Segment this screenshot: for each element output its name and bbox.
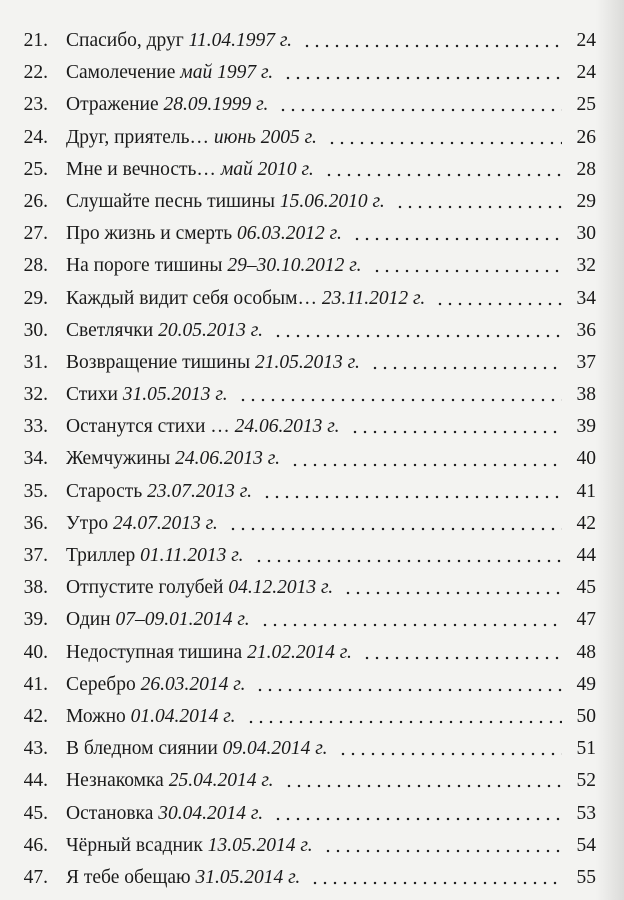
toc-entry-page: 49 [576,673,596,695]
dot-leader [323,849,562,853]
toc-entry[interactable] [0,508,624,540]
toc-entry-date: 26.03.2014 г. [140,673,246,695]
toc-entry[interactable] [0,862,624,894]
toc-entry[interactable] [0,315,624,347]
toc-entry-date: 21.05.2013 г. [254,351,360,373]
toc-entry-title: Жемчужины [66,448,176,470]
toc-entry[interactable] [0,798,624,830]
toc-entry-title: Остановка [66,802,159,824]
toc-entry-number: 47. [23,866,48,888]
toc-entry[interactable] [0,572,624,604]
toc-entry-number: 30. [23,319,48,341]
toc-entry-date: май 1997 г. [180,62,274,84]
toc-entry-date: 24.06.2013 г. [175,448,280,470]
toc-entry[interactable] [0,733,624,765]
toc-entry-date: 29–30.10.2012 г. [227,255,362,277]
dot-leader [273,817,562,821]
toc-entry-title: Чёрный всадник [66,834,208,856]
dot-leader [290,463,562,467]
toc-entry-page: 26 [576,126,596,148]
toc-entry[interactable] [0,476,624,508]
toc-entry-title: Друг, приятель… [66,126,214,148]
toc-entry-number: 34. [23,448,48,470]
toc-entry-title: Слушайте песнь тишины [66,190,280,212]
toc-entry-number: 37. [23,545,48,566]
toc-entry-number: 35. [23,480,48,502]
toc-entry-title: Мне и вечность… [66,158,221,180]
toc-entry-date: 04.12.2013 г. [228,577,334,599]
toc-entry[interactable] [0,89,624,121]
toc-entry-title: Триллер [66,545,141,566]
toc-entry-date: 24.06.2013 г. [234,416,340,438]
toc-entry-date: 21.02.2014 г. [247,641,352,663]
toc-entry-number: 38. [23,577,48,599]
toc-entry-title: Незнакомка [66,770,169,792]
toc-entry-page: 39 [576,416,596,438]
toc-entry-number: 23. [23,94,48,116]
toc-entry-number: 44. [23,770,48,792]
dot-leader [435,302,562,306]
dot-leader [260,623,562,627]
toc-entry-title: Утро [66,512,113,534]
toc-entry-date: 01.04.2014 г. [130,705,236,727]
toc-entry-date: 25.04.2014 г. [168,770,274,792]
toc-entry-page: 25 [576,94,596,116]
toc-entry[interactable] [0,250,624,282]
toc-entry-page: 41 [576,480,596,502]
toc-entry-date: 06.03.2012 г. [237,223,342,245]
dot-leader [324,173,562,177]
toc-entry-title: Серебро [66,673,141,695]
dot-leader [262,495,562,499]
toc-entry-title: Отпустите голубей [66,577,229,599]
toc-entry-date: 09.04.2014 г. [222,738,328,760]
toc-entry-page: 34 [576,287,596,309]
toc-entry[interactable] [0,57,624,89]
toc-entry-title: Каждый видит себя особым… [66,287,322,309]
toc-entry[interactable] [0,379,624,411]
toc-entry-page: 55 [576,866,596,888]
toc-entry-title: Возвращение тишины [66,351,255,373]
toc-entry-page: 42 [576,512,596,534]
toc-entry[interactable] [0,701,624,733]
dot-leader [255,688,562,692]
dot-leader [370,366,562,370]
toc-entry-page: 28 [576,158,596,180]
toc-entry[interactable] [0,347,624,379]
dot-leader [302,44,562,48]
toc-entry-title: Можно [66,705,131,727]
toc-entry[interactable] [0,540,624,572]
toc-entry-date: 01.11.2013 г. [140,545,244,566]
toc-entry[interactable] [0,283,624,315]
toc-entry[interactable] [0,830,624,862]
toc-entry-page: 40 [576,448,596,470]
toc-entry-number: 41. [23,673,48,695]
toc-entry-page: 24 [576,30,596,51]
toc-entry-date: 07–09.01.2014 г. [115,609,250,631]
toc-entry[interactable] [0,604,624,636]
toc-entry-date: 28.09.1999 г. [163,94,269,116]
dot-leader [310,881,562,885]
toc-entry[interactable] [0,443,624,475]
toc-entry-page: 50 [576,705,596,727]
toc-entry-page: 45 [576,577,596,599]
dot-leader [343,591,562,595]
toc-entry-title: Один [66,609,116,631]
toc-entry-page: 38 [576,384,596,406]
toc-entry-date: 23.11.2012 г. [321,287,426,309]
dot-leader [238,398,562,402]
toc-entry-number: 45. [23,802,48,824]
toc-entry-date: 23.07.2013 г. [147,480,252,502]
toc-entry-title: Отражение [66,94,164,116]
toc-entry[interactable] [0,411,624,443]
toc-entry-title: Я тебе обещаю [66,866,196,888]
toc-entry-page: 52 [576,770,596,792]
toc-entry-date: май 2010 г. [220,158,314,180]
dot-leader [350,430,562,434]
toc-entry-date: 15.06.2010 г. [279,190,385,212]
toc-entry-number: 31. [23,351,48,373]
toc-entry-title: Про жизнь и смерть [66,223,238,245]
toc-entry-date: 20.05.2013 г. [158,319,263,341]
dot-leader [395,205,562,209]
toc-entry-number: 46. [23,834,48,856]
toc-entry-page: 29 [576,190,596,212]
toc-entry-date: 11.04.1997 г. [188,30,293,51]
toc-entry-page: 44 [576,545,596,566]
toc-entry-page: 47 [576,609,596,631]
toc-entry-date: 24.07.2013 г. [112,512,218,534]
toc-entry-page: 53 [576,802,596,824]
dot-leader [352,237,562,241]
toc-entry[interactable] [0,669,624,701]
toc-entry-number: 28. [23,255,48,277]
dot-leader [362,656,562,660]
toc-entry-number: 21. [23,30,48,51]
toc-entry-page: 24 [576,62,596,84]
dot-leader [283,76,562,80]
dot-leader [254,559,562,563]
dot-leader [278,108,562,112]
toc-entry-date: 30.04.2014 г. [158,802,264,824]
toc-entry[interactable] [0,637,624,669]
toc-entry[interactable] [0,765,624,797]
toc-entry[interactable] [0,186,624,218]
toc-entry-title: В бледном сиянии [66,738,223,760]
toc-entry-number: 32. [23,384,48,406]
dot-leader [246,720,562,724]
toc-entry-number: 40. [23,641,48,663]
toc-entry-title: Стихи [66,384,123,406]
toc-entry-number: 33. [23,416,48,438]
toc-entry-number: 39. [23,609,48,631]
toc-entry-number: 26. [23,190,48,212]
toc-entry-number: 36. [23,512,48,534]
toc-entry-date: 31.05.2014 г. [195,866,301,888]
toc-entry-number: 24. [23,126,48,148]
toc-entry-number: 22. [23,62,48,84]
toc-entry-number: 29. [23,287,48,309]
dot-leader [228,527,562,531]
toc-entry-title: Недоступная тишина [66,641,248,663]
toc-entry-page: 30 [576,223,596,245]
toc-entry[interactable] [0,218,624,250]
toc-entry-number: 27. [23,223,48,245]
toc-entry-page: 48 [576,641,596,663]
toc-entry-date: 31.05.2013 г. [122,384,228,406]
toc-entry-title: Спасибо, друг [66,30,189,51]
toc-entry-page: 36 [576,319,596,341]
toc-entry-page: 32 [576,255,596,277]
toc-entry-number: 25. [23,158,48,180]
toc-entry[interactable] [0,25,624,57]
toc-entry[interactable] [0,122,624,154]
toc-entry-date: июнь 2005 г. [213,126,317,148]
toc-entry-page: 37 [576,351,596,373]
toc-entry-number: 43. [23,738,48,760]
dot-leader [273,334,562,338]
toc-entry-title: Самолечение [66,62,181,84]
toc-entry-title: На пороге тишины [66,255,228,277]
table-of-contents [0,25,624,894]
dot-leader [327,141,562,145]
toc-entry-page: 51 [576,738,596,760]
dot-leader [372,269,563,273]
dot-leader [284,784,562,788]
toc-entry-title: Светлячки [66,319,159,341]
toc-entry-page: 54 [576,834,596,856]
dot-leader [338,752,563,756]
toc-entry-date: 13.05.2014 г. [207,834,313,856]
toc-entry-title: Старость [66,480,148,502]
toc-entry-number: 42. [23,705,48,727]
toc-entry-title: Останутся стихи … [66,416,235,438]
toc-entry[interactable] [0,154,624,186]
